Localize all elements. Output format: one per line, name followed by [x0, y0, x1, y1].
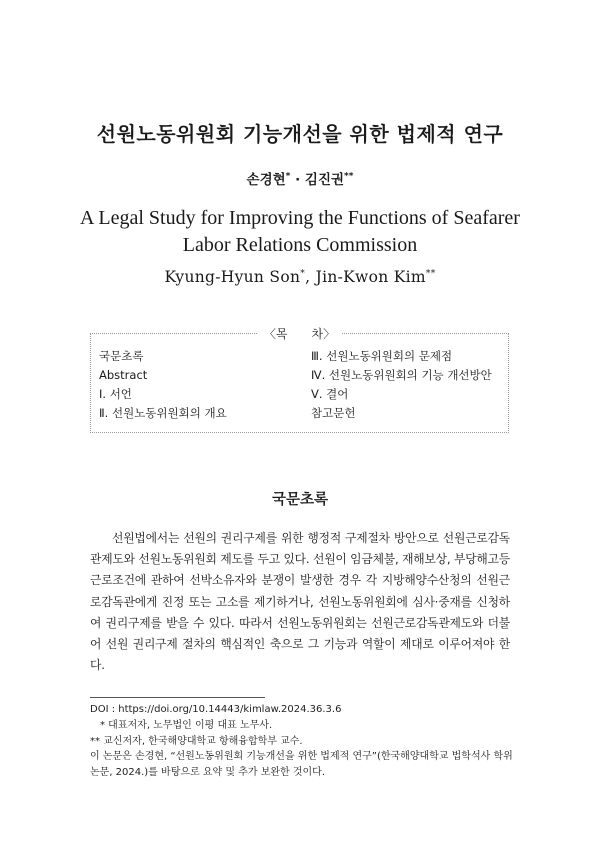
footnotes [90, 702, 515, 781]
author-2-ko: 김진권 [304, 172, 345, 188]
section-title-abstract: 국문초록 [271, 492, 329, 508]
english-authors [0, 268, 600, 286]
toc-item: Ⅰ. 서언 [99, 387, 132, 401]
doi-line: DOI : https://doi.org/10.14443/kimlaw.2024.36.3.6 [90, 704, 342, 715]
toc-item: Ⅴ. 결어 [311, 387, 349, 401]
footnote-1: * 대표저자, 노무법인 이평 대표 노무사. [100, 719, 273, 731]
english-title: A Legal Study for Improving the Functions of Seafarer Labor Relations Commission [80, 207, 520, 256]
toc-heading: 〈목 차〉 [91, 325, 508, 342]
footnote-3: 이 논문은 손경현, “선원노동위원회 기능개선을 위한 법제적 연구”(한국해양대학교 법학석사 학위논문, 2024.)를 바탕으로 요약 및 추가 보완한 것이다. [90, 751, 513, 779]
korean-title: 선원노동위원회 기능개선을 위한 법제적 연구 [96, 122, 504, 146]
footnote-2: ** 교신저자, 한국해양대학교 항해융합학부 교수. [90, 735, 303, 747]
author-2-en-mark: ** [425, 268, 436, 279]
footnote-divider [90, 697, 265, 698]
author-en-separator: , [305, 268, 316, 286]
toc-item: Ⅲ. 선원노동위원회의 문제점 [311, 349, 453, 363]
author-1-mark: * [285, 171, 291, 182]
author-separator: · [290, 172, 305, 188]
author-1-en: Kyung-Hyun Son [164, 268, 301, 286]
abstract-paragraph: 선원법에서는 선원의 권리구제를 위한 행정적 구제절차 방안으로 선원근로감독관제도와 선원노동위원회 제도를 두고 있다. 선원이 임금체불, 재해보상, 부당해고등 근로조건에 관하여 선박소유자와 분쟁이 발생한 경우 각 지방해양수산청의 선원근로감독관에게 진정 또는 고소를 제기하거나, 선원노동위원회에 심사·중재를 신청하여 권리구제를 받을 수 있다. 따라서 선원노동위원회는 선원근로감독관제도와 더불어 선원 권리구제 절차의 핵심적인 축으로 그 기능과 역할이 제대로 이루어져야 한다. [90, 531, 510, 673]
toc-item: Ⅱ. 선원노동위원회의 개요 [99, 406, 227, 420]
table-of-contents [90, 327, 509, 433]
toc-right-column [311, 347, 492, 423]
author-1-ko: 손경현 [246, 172, 286, 188]
author-1-en-mark: * [300, 268, 306, 279]
toc-item: Abstract [99, 368, 148, 382]
toc-item: 참고문헌 [311, 406, 356, 420]
toc-item: Ⅳ. 선원노동위원회의 기능 개선방안 [311, 368, 492, 382]
korean-authors [0, 168, 600, 188]
toc-left-column [99, 347, 227, 423]
author-2-en: Jin-Kwon Kim [315, 268, 426, 286]
author-2-mark: ** [344, 171, 354, 182]
toc-item: 국문초록 [99, 349, 144, 363]
